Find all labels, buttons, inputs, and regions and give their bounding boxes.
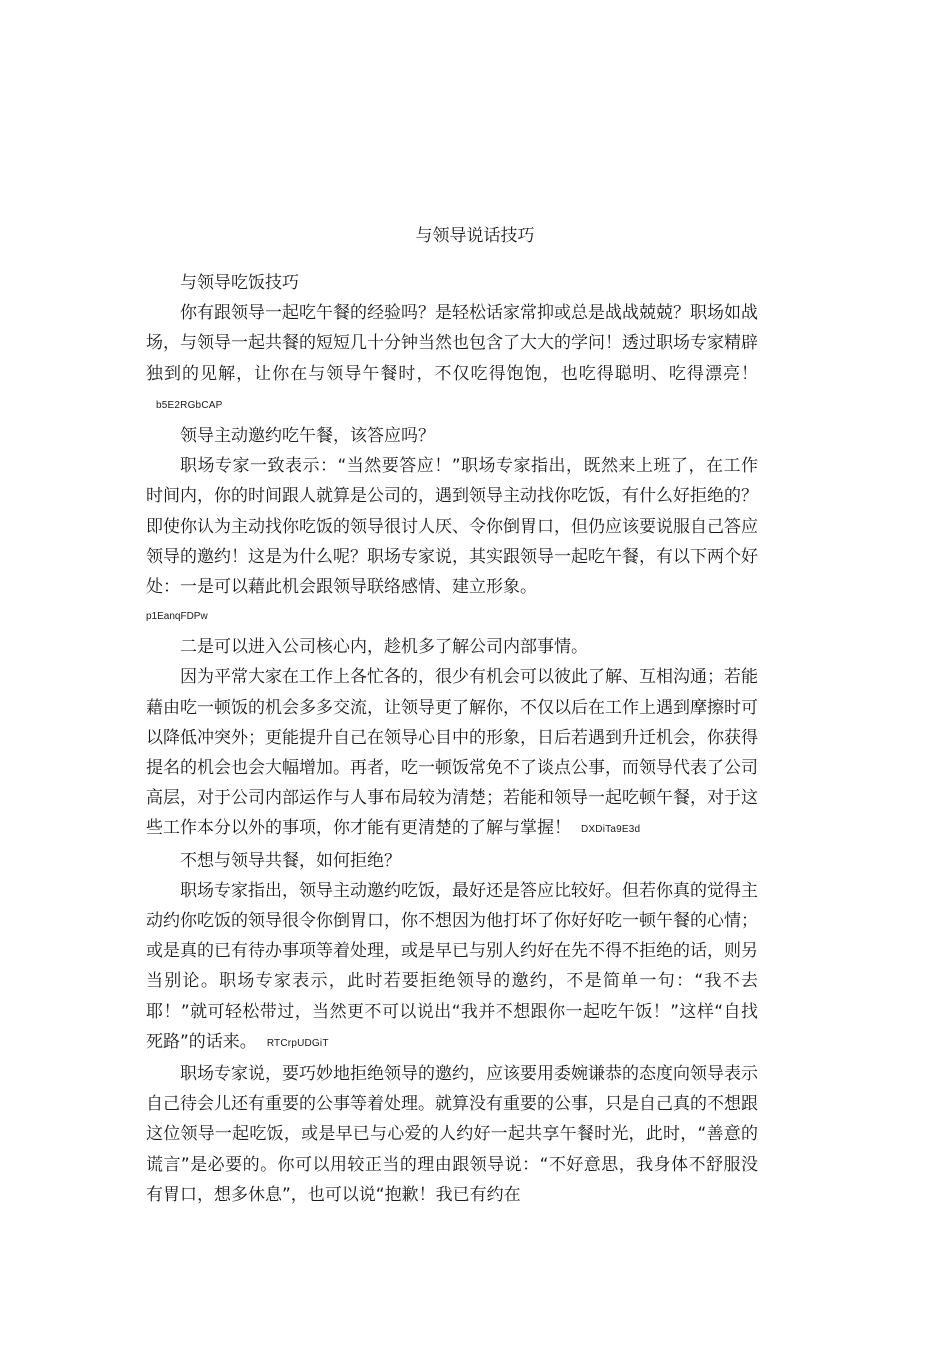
reference-code: b5E2RGbCAP [156,399,223,411]
reference-code: RTCrpUDGiT [266,1037,329,1049]
heading-text: 不想与领导共餐，如何拒绝？ [180,850,401,871]
heading-text: 领导主动邀约吃午餐，该答应吗？ [180,426,435,447]
section-heading [146,421,758,451]
document-body [146,268,758,1210]
paragraph-text: 职场专家说，要巧妙地拒绝领导的邀约，应该要用委婉谦恭的态度向领导表示自己待会儿还有重要的公事等着处理。就算没有重要的公事，只是自己真的不想跟这位领导一起吃饭，或是早已与心爱的人约好一起共享午餐时光，此时，“善意的谎言”是必要的。你可以用较正当的理由跟领导说：“不好意思，我身体不舒服没有胃口，想多休息”，也可以说“抱歉！我已有约在 [146,1064,758,1205]
paragraph-text: 因为平常大家在工作上各忙各的，很少有机会可以彼此了解、互相沟通；若能藉由吃一顿饭的机会多多交流，让领导更了解你，不仅以后在工作上遇到摩擦时可以降低冲突外；更能提升自己在领导心目中的形象，日后若遇到升迁机会，你获得提名的机会也会大幅增加。再者，吃一顿饭常免不了谈点公事，而领导代表了公司高层，对于公司内部运作与人事布局较为清楚；若能和领导一起吃顿午餐，对于这些工作本分以外的事项，你才能有更清楚的了解与掌握！ [146,667,758,839]
body-paragraph [146,298,758,421]
paragraph-text: 你有跟领导一起吃午餐的经验吗？是轻松话家常抑或总是战战兢兢？职场如战场，与领导一起共餐的短短几十分钟当然也包含了大大的学问！透过职场专家精辟独到的见解，让你在与领导午餐时，不仅吃得饱饱，也吃得聪明、吃得漂亮！ [146,303,758,384]
reference-code: DXDiTa9E3d [581,824,641,836]
body-paragraph [146,662,758,845]
body-paragraph [146,1059,758,1210]
paragraph-text: 职场专家一致表示：“当然要答应！”职场专家指出，既然来上班了，在工作时间内，你的时间跟人就算是公司的，遇到领导主动找你吃饭，有什么好拒绝的？即使你认为主动找你吃饭的领导很讨人厌、令你倒胃口，但仍应该要说服自己答应领导的邀约！这是为什么呢？职场专家说，其实跟领导一起吃午餐，有以下两个好处：一是可以藉此机会跟领导联络感情、建立形象。 [146,456,758,598]
reference-code: p1EanqFDPw [146,611,208,623]
body-paragraph [146,451,758,602]
paragraph-text: 职场专家指出，领导主动邀约吃饭，最好还是答应比较好。但若你真的觉得主动约你吃饭的领导很令你倒胃口，你不想因为他打坏了你好好吃一顿午餐的心情；或是真的已有待办事项等着处理，或是早已与别人约好在先不得不拒绝的话，则另当别论。职场专家表示，此时若要拒绝领导的邀约，不是简单一句：“我不去耶！”就可轻松带过，当然更不可以说出“我并不想跟你一起吃午饭！”这样“自找死路”的话来。 [146,880,758,1052]
paragraph-text: 二是可以进入公司核心内，趁机多了解公司内部事情。 [180,637,588,658]
body-paragraph [146,876,758,1059]
heading-text: 与领导吃饭技巧 [180,273,299,293]
body-paragraph [146,632,758,662]
section-heading [146,268,758,298]
section-heading [146,846,758,876]
document-title: 与领导说话技巧 [415,226,535,246]
